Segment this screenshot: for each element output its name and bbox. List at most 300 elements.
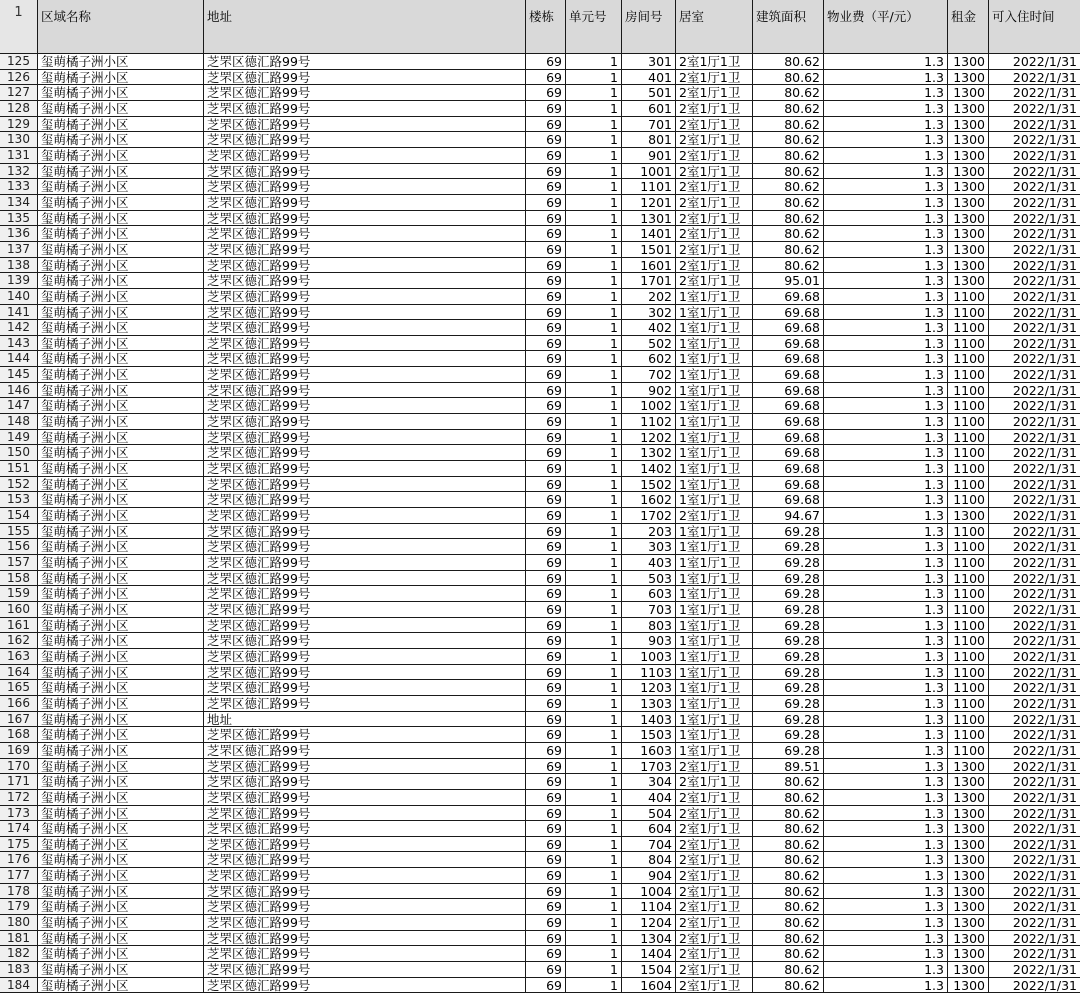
unit-cell[interactable]: 1: [566, 398, 622, 414]
rent-cell[interactable]: 1100: [948, 586, 989, 602]
room-cell[interactable]: 1104: [622, 899, 676, 915]
floor-area-cell[interactable]: 80.62: [753, 790, 824, 806]
rent-cell[interactable]: 1300: [948, 821, 989, 837]
layout-cell[interactable]: 1室1厅1卫: [676, 680, 753, 696]
address-cell[interactable]: 芝罘区德汇路99号: [204, 54, 526, 70]
unit-cell[interactable]: 1: [566, 383, 622, 399]
property-fee-cell[interactable]: 1.3: [824, 649, 948, 665]
available-date-cell[interactable]: 2022/1/31: [989, 712, 1080, 728]
area-name-cell[interactable]: 玺萌橘子洲小区: [38, 508, 204, 524]
row-number-cell[interactable]: 174: [0, 821, 38, 837]
building-cell[interactable]: 69: [526, 946, 566, 962]
row-number-cell[interactable]: 184: [0, 978, 38, 994]
building-cell[interactable]: 69: [526, 289, 566, 305]
building-cell[interactable]: 69: [526, 367, 566, 383]
room-cell[interactable]: 801: [622, 132, 676, 148]
available-date-cell[interactable]: 2022/1/31: [989, 868, 1080, 884]
address-cell[interactable]: 芝罘区德汇路99号: [204, 273, 526, 289]
room-cell[interactable]: 803: [622, 618, 676, 634]
property-fee-cell[interactable]: 1.3: [824, 633, 948, 649]
building-cell[interactable]: 69: [526, 790, 566, 806]
room-cell[interactable]: 1403: [622, 712, 676, 728]
rent-cell[interactable]: 1100: [948, 461, 989, 477]
row-number-cell[interactable]: 159: [0, 586, 38, 602]
unit-cell[interactable]: 1: [566, 320, 622, 336]
property-fee-cell[interactable]: 1.3: [824, 962, 948, 978]
room-cell[interactable]: 1702: [622, 508, 676, 524]
property-fee-cell[interactable]: 1.3: [824, 179, 948, 195]
room-cell[interactable]: 1103: [622, 665, 676, 681]
room-cell[interactable]: 604: [622, 821, 676, 837]
unit-cell[interactable]: 1: [566, 101, 622, 117]
layout-cell[interactable]: 2室1厅1卫: [676, 915, 753, 931]
unit-cell[interactable]: 1: [566, 179, 622, 195]
room-cell[interactable]: 701: [622, 117, 676, 133]
layout-cell[interactable]: 2室1厅1卫: [676, 117, 753, 133]
row-number-cell[interactable]: 151: [0, 461, 38, 477]
address-cell[interactable]: 芝罘区德汇路99号: [204, 445, 526, 461]
room-cell[interactable]: 903: [622, 633, 676, 649]
available-date-cell[interactable]: 2022/1/31: [989, 179, 1080, 195]
floor-area-cell[interactable]: 69.68: [753, 461, 824, 477]
unit-cell[interactable]: 1: [566, 508, 622, 524]
area-name-cell[interactable]: 玺萌橘子洲小区: [38, 461, 204, 477]
available-date-cell[interactable]: 2022/1/31: [989, 54, 1080, 70]
address-cell[interactable]: 芝罘区德汇路99号: [204, 618, 526, 634]
rent-cell[interactable]: 1300: [948, 101, 989, 117]
unit-cell[interactable]: 1: [566, 273, 622, 289]
rent-cell[interactable]: 1300: [948, 258, 989, 274]
address-cell[interactable]: 芝罘区德汇路99号: [204, 790, 526, 806]
building-cell[interactable]: 69: [526, 351, 566, 367]
address-cell[interactable]: 芝罘区德汇路99号: [204, 383, 526, 399]
building-cell[interactable]: 69: [526, 398, 566, 414]
building-cell[interactable]: 69: [526, 195, 566, 211]
layout-cell[interactable]: 1室1厅1卫: [676, 743, 753, 759]
building-cell[interactable]: 69: [526, 524, 566, 540]
available-date-cell[interactable]: 2022/1/31: [989, 305, 1080, 321]
unit-cell[interactable]: 1: [566, 148, 622, 164]
floor-area-cell[interactable]: 69.28: [753, 524, 824, 540]
area-name-cell[interactable]: 玺萌橘子洲小区: [38, 273, 204, 289]
rent-cell[interactable]: 1100: [948, 571, 989, 587]
available-date-cell[interactable]: 2022/1/31: [989, 445, 1080, 461]
row-number-cell[interactable]: 171: [0, 774, 38, 790]
row-number-cell[interactable]: 157: [0, 555, 38, 571]
available-date-cell[interactable]: 2022/1/31: [989, 555, 1080, 571]
address-cell[interactable]: 芝罘区德汇路99号: [204, 727, 526, 743]
layout-cell[interactable]: 1室1厅1卫: [676, 289, 753, 305]
property-fee-cell[interactable]: 1.3: [824, 117, 948, 133]
address-cell[interactable]: 芝罘区德汇路99号: [204, 492, 526, 508]
floor-area-cell[interactable]: 69.28: [753, 649, 824, 665]
unit-cell[interactable]: 1: [566, 978, 622, 994]
rent-cell[interactable]: 1100: [948, 477, 989, 493]
rent-cell[interactable]: 1300: [948, 132, 989, 148]
layout-cell[interactable]: 1室1厅1卫: [676, 571, 753, 587]
room-cell[interactable]: 902: [622, 383, 676, 399]
floor-area-cell[interactable]: 69.68: [753, 445, 824, 461]
row-number-cell[interactable]: 166: [0, 696, 38, 712]
floor-area-cell[interactable]: 69.68: [753, 289, 824, 305]
room-cell[interactable]: 603: [622, 586, 676, 602]
area-name-cell[interactable]: 玺萌橘子洲小区: [38, 665, 204, 681]
rent-cell[interactable]: 1300: [948, 759, 989, 775]
unit-cell[interactable]: 1: [566, 727, 622, 743]
property-fee-cell[interactable]: 1.3: [824, 305, 948, 321]
rent-cell[interactable]: 1300: [948, 774, 989, 790]
address-cell[interactable]: 芝罘区德汇路99号: [204, 101, 526, 117]
floor-area-cell[interactable]: 80.62: [753, 868, 824, 884]
unit-cell[interactable]: 1: [566, 837, 622, 853]
building-cell[interactable]: 69: [526, 445, 566, 461]
layout-cell[interactable]: 1室1厅1卫: [676, 320, 753, 336]
building-cell[interactable]: 69: [526, 868, 566, 884]
available-date-cell[interactable]: 2022/1/31: [989, 915, 1080, 931]
floor-area-cell[interactable]: 69.68: [753, 351, 824, 367]
layout-cell[interactable]: 2室1厅1卫: [676, 148, 753, 164]
row-number-cell[interactable]: 167: [0, 712, 38, 728]
rent-cell[interactable]: 1100: [948, 305, 989, 321]
property-fee-cell[interactable]: 1.3: [824, 868, 948, 884]
unit-cell[interactable]: 1: [566, 790, 622, 806]
property-fee-cell[interactable]: 1.3: [824, 852, 948, 868]
floor-area-cell[interactable]: 80.62: [753, 806, 824, 822]
row-number-cell[interactable]: 125: [0, 54, 38, 70]
building-cell[interactable]: 69: [526, 273, 566, 289]
row-number-cell[interactable]: 178: [0, 884, 38, 900]
area-name-cell[interactable]: 玺萌橘子洲小区: [38, 195, 204, 211]
rent-cell[interactable]: 1300: [948, 179, 989, 195]
area-name-cell[interactable]: 玺萌橘子洲小区: [38, 884, 204, 900]
property-fee-cell[interactable]: 1.3: [824, 680, 948, 696]
rent-cell[interactable]: 1100: [948, 539, 989, 555]
available-date-cell[interactable]: 2022/1/31: [989, 289, 1080, 305]
row-number-cell[interactable]: 147: [0, 398, 38, 414]
area-name-cell[interactable]: 玺萌橘子洲小区: [38, 946, 204, 962]
floor-area-cell[interactable]: 80.62: [753, 258, 824, 274]
property-fee-cell[interactable]: 1.3: [824, 931, 948, 947]
address-cell[interactable]: 芝罘区德汇路99号: [204, 759, 526, 775]
area-name-cell[interactable]: 玺萌橘子洲小区: [38, 477, 204, 493]
row-number-cell[interactable]: 161: [0, 618, 38, 634]
unit-cell[interactable]: 1: [566, 821, 622, 837]
unit-cell[interactable]: 1: [566, 665, 622, 681]
building-cell[interactable]: 69: [526, 211, 566, 227]
floor-area-cell[interactable]: 69.68: [753, 305, 824, 321]
room-cell[interactable]: 401: [622, 70, 676, 86]
building-cell[interactable]: 69: [526, 85, 566, 101]
rent-cell[interactable]: 1300: [948, 54, 989, 70]
row-number-cell[interactable]: 155: [0, 524, 38, 540]
unit-cell[interactable]: 1: [566, 132, 622, 148]
area-name-cell[interactable]: 玺萌橘子洲小区: [38, 962, 204, 978]
property-fee-cell[interactable]: 1.3: [824, 665, 948, 681]
unit-cell[interactable]: 1: [566, 759, 622, 775]
layout-cell[interactable]: 2室1厅1卫: [676, 837, 753, 853]
layout-cell[interactable]: 1室1厅1卫: [676, 712, 753, 728]
floor-area-cell[interactable]: 80.62: [753, 226, 824, 242]
area-name-cell[interactable]: 玺萌橘子洲小区: [38, 148, 204, 164]
address-cell[interactable]: 芝罘区德汇路99号: [204, 132, 526, 148]
layout-cell[interactable]: 1室1厅1卫: [676, 602, 753, 618]
layout-cell[interactable]: 1室1厅1卫: [676, 477, 753, 493]
building-cell[interactable]: 69: [526, 821, 566, 837]
property-fee-cell[interactable]: 1.3: [824, 774, 948, 790]
layout-cell[interactable]: 1室1厅1卫: [676, 539, 753, 555]
rent-cell[interactable]: 1100: [948, 633, 989, 649]
available-date-cell[interactable]: 2022/1/31: [989, 649, 1080, 665]
address-cell[interactable]: 芝罘区德汇路99号: [204, 398, 526, 414]
property-fee-cell[interactable]: 1.3: [824, 461, 948, 477]
property-fee-cell[interactable]: 1.3: [824, 915, 948, 931]
address-cell[interactable]: 芝罘区德汇路99号: [204, 774, 526, 790]
property-fee-cell[interactable]: 1.3: [824, 618, 948, 634]
unit-cell[interactable]: 1: [566, 211, 622, 227]
address-cell[interactable]: 芝罘区德汇路99号: [204, 430, 526, 446]
layout-cell[interactable]: 1室1厅1卫: [676, 383, 753, 399]
room-cell[interactable]: 304: [622, 774, 676, 790]
room-cell[interactable]: 901: [622, 148, 676, 164]
room-cell[interactable]: 1301: [622, 211, 676, 227]
address-cell[interactable]: 芝罘区德汇路99号: [204, 571, 526, 587]
area-name-cell[interactable]: 玺萌橘子洲小区: [38, 258, 204, 274]
rent-cell[interactable]: 1100: [948, 367, 989, 383]
row-number-cell[interactable]: 131: [0, 148, 38, 164]
unit-cell[interactable]: 1: [566, 915, 622, 931]
address-cell[interactable]: 芝罘区德汇路99号: [204, 884, 526, 900]
row-number-cell[interactable]: 165: [0, 680, 38, 696]
unit-cell[interactable]: 1: [566, 445, 622, 461]
rent-cell[interactable]: 1300: [948, 790, 989, 806]
building-cell[interactable]: 69: [526, 164, 566, 180]
room-cell[interactable]: 503: [622, 571, 676, 587]
unit-cell[interactable]: 1: [566, 743, 622, 759]
floor-area-cell[interactable]: 80.62: [753, 179, 824, 195]
floor-area-cell[interactable]: 69.68: [753, 398, 824, 414]
available-date-cell[interactable]: 2022/1/31: [989, 665, 1080, 681]
property-fee-cell[interactable]: 1.3: [824, 759, 948, 775]
property-fee-cell[interactable]: 1.3: [824, 101, 948, 117]
address-cell[interactable]: 芝罘区德汇路99号: [204, 164, 526, 180]
property-fee-cell[interactable]: 1.3: [824, 211, 948, 227]
rent-cell[interactable]: 1300: [948, 806, 989, 822]
property-fee-cell[interactable]: 1.3: [824, 195, 948, 211]
rent-cell[interactable]: 1100: [948, 336, 989, 352]
unit-cell[interactable]: 1: [566, 414, 622, 430]
layout-cell[interactable]: 2室1厅1卫: [676, 273, 753, 289]
property-fee-cell[interactable]: 1.3: [824, 289, 948, 305]
room-cell[interactable]: 1502: [622, 477, 676, 493]
address-cell[interactable]: 芝罘区德汇路99号: [204, 226, 526, 242]
available-date-cell[interactable]: 2022/1/31: [989, 367, 1080, 383]
property-fee-cell[interactable]: 1.3: [824, 351, 948, 367]
area-name-cell[interactable]: 玺萌橘子洲小区: [38, 899, 204, 915]
available-date-cell[interactable]: 2022/1/31: [989, 117, 1080, 133]
unit-cell[interactable]: 1: [566, 852, 622, 868]
available-date-cell[interactable]: 2022/1/31: [989, 164, 1080, 180]
rent-cell[interactable]: 1100: [948, 743, 989, 759]
layout-cell[interactable]: 1室1厅1卫: [676, 445, 753, 461]
room-cell[interactable]: 203: [622, 524, 676, 540]
column-header-floor-area[interactable]: 建筑面积: [753, 0, 824, 54]
floor-area-cell[interactable]: 94.67: [753, 508, 824, 524]
available-date-cell[interactable]: 2022/1/31: [989, 383, 1080, 399]
unit-cell[interactable]: 1: [566, 555, 622, 571]
area-name-cell[interactable]: 玺萌橘子洲小区: [38, 367, 204, 383]
layout-cell[interactable]: 2室1厅1卫: [676, 899, 753, 915]
room-cell[interactable]: 1001: [622, 164, 676, 180]
address-cell[interactable]: 芝罘区德汇路99号: [204, 242, 526, 258]
column-header-rent[interactable]: 租金: [948, 0, 989, 54]
rent-cell[interactable]: 1100: [948, 712, 989, 728]
area-name-cell[interactable]: 玺萌橘子洲小区: [38, 633, 204, 649]
building-cell[interactable]: 69: [526, 931, 566, 947]
address-cell[interactable]: 芝罘区德汇路99号: [204, 586, 526, 602]
available-date-cell[interactable]: 2022/1/31: [989, 226, 1080, 242]
address-cell[interactable]: 芝罘区德汇路99号: [204, 148, 526, 164]
area-name-cell[interactable]: 玺萌橘子洲小区: [38, 727, 204, 743]
room-cell[interactable]: 504: [622, 806, 676, 822]
floor-area-cell[interactable]: 80.62: [753, 931, 824, 947]
area-name-cell[interactable]: 玺萌橘子洲小区: [38, 602, 204, 618]
rent-cell[interactable]: 1100: [948, 696, 989, 712]
row-number-cell[interactable]: 180: [0, 915, 38, 931]
row-number-cell[interactable]: 135: [0, 211, 38, 227]
building-cell[interactable]: 69: [526, 258, 566, 274]
unit-cell[interactable]: 1: [566, 571, 622, 587]
rent-cell[interactable]: 1100: [948, 430, 989, 446]
layout-cell[interactable]: 1室1厅1卫: [676, 492, 753, 508]
floor-area-cell[interactable]: 69.28: [753, 602, 824, 618]
building-cell[interactable]: 69: [526, 806, 566, 822]
available-date-cell[interactable]: 2022/1/31: [989, 696, 1080, 712]
rent-cell[interactable]: 1300: [948, 164, 989, 180]
property-fee-cell[interactable]: 1.3: [824, 743, 948, 759]
unit-cell[interactable]: 1: [566, 618, 622, 634]
address-cell[interactable]: 芝罘区德汇路99号: [204, 837, 526, 853]
area-name-cell[interactable]: 玺萌橘子洲小区: [38, 336, 204, 352]
floor-area-cell[interactable]: 95.01: [753, 273, 824, 289]
building-cell[interactable]: 69: [526, 336, 566, 352]
building-cell[interactable]: 69: [526, 884, 566, 900]
address-cell[interactable]: 芝罘区德汇路99号: [204, 946, 526, 962]
area-name-cell[interactable]: 玺萌橘子洲小区: [38, 289, 204, 305]
unit-cell[interactable]: 1: [566, 492, 622, 508]
layout-cell[interactable]: 1室1厅1卫: [676, 649, 753, 665]
floor-area-cell[interactable]: 80.62: [753, 117, 824, 133]
unit-cell[interactable]: 1: [566, 430, 622, 446]
address-cell[interactable]: 芝罘区德汇路99号: [204, 806, 526, 822]
available-date-cell[interactable]: 2022/1/31: [989, 837, 1080, 853]
room-cell[interactable]: 202: [622, 289, 676, 305]
floor-area-cell[interactable]: 80.62: [753, 195, 824, 211]
unit-cell[interactable]: 1: [566, 884, 622, 900]
available-date-cell[interactable]: 2022/1/31: [989, 70, 1080, 86]
layout-cell[interactable]: 2室1厅1卫: [676, 962, 753, 978]
address-cell[interactable]: 芝罘区德汇路99号: [204, 461, 526, 477]
property-fee-cell[interactable]: 1.3: [824, 320, 948, 336]
unit-cell[interactable]: 1: [566, 477, 622, 493]
address-cell[interactable]: 芝罘区德汇路99号: [204, 915, 526, 931]
rent-cell[interactable]: 1100: [948, 289, 989, 305]
area-name-cell[interactable]: 玺萌橘子洲小区: [38, 555, 204, 571]
room-cell[interactable]: 1501: [622, 242, 676, 258]
property-fee-cell[interactable]: 1.3: [824, 712, 948, 728]
floor-area-cell[interactable]: 80.62: [753, 899, 824, 915]
unit-cell[interactable]: 1: [566, 195, 622, 211]
room-cell[interactable]: 1304: [622, 931, 676, 947]
unit-cell[interactable]: 1: [566, 946, 622, 962]
floor-area-cell[interactable]: 80.62: [753, 85, 824, 101]
area-name-cell[interactable]: 玺萌橘子洲小区: [38, 978, 204, 994]
column-header-address[interactable]: 地址: [204, 0, 526, 54]
address-cell[interactable]: 芝罘区德汇路99号: [204, 821, 526, 837]
layout-cell[interactable]: 1室1厅1卫: [676, 586, 753, 602]
layout-cell[interactable]: 2室1厅1卫: [676, 226, 753, 242]
unit-cell[interactable]: 1: [566, 586, 622, 602]
area-name-cell[interactable]: 玺萌橘子洲小区: [38, 790, 204, 806]
area-name-cell[interactable]: 玺萌橘子洲小区: [38, 85, 204, 101]
available-date-cell[interactable]: 2022/1/31: [989, 727, 1080, 743]
row-number-cell[interactable]: 176: [0, 852, 38, 868]
rent-cell[interactable]: 1300: [948, 195, 989, 211]
room-cell[interactable]: 1004: [622, 884, 676, 900]
room-cell[interactable]: 403: [622, 555, 676, 571]
row-number-cell[interactable]: 128: [0, 101, 38, 117]
rent-cell[interactable]: 1300: [948, 962, 989, 978]
address-cell[interactable]: 芝罘区德汇路99号: [204, 555, 526, 571]
available-date-cell[interactable]: 2022/1/31: [989, 351, 1080, 367]
area-name-cell[interactable]: 玺萌橘子洲小区: [38, 852, 204, 868]
room-cell[interactable]: 501: [622, 85, 676, 101]
layout-cell[interactable]: 1室1厅1卫: [676, 555, 753, 571]
rent-cell[interactable]: 1100: [948, 383, 989, 399]
unit-cell[interactable]: 1: [566, 868, 622, 884]
address-cell[interactable]: 芝罘区德汇路99号: [204, 680, 526, 696]
rent-cell[interactable]: 1300: [948, 837, 989, 853]
property-fee-cell[interactable]: 1.3: [824, 696, 948, 712]
row-number-cell[interactable]: 136: [0, 226, 38, 242]
rent-cell[interactable]: 1100: [948, 351, 989, 367]
available-date-cell[interactable]: 2022/1/31: [989, 430, 1080, 446]
layout-cell[interactable]: 2室1厅1卫: [676, 164, 753, 180]
address-cell[interactable]: 芝罘区德汇路99号: [204, 85, 526, 101]
layout-cell[interactable]: 2室1厅1卫: [676, 132, 753, 148]
room-cell[interactable]: 703: [622, 602, 676, 618]
row-number-cell[interactable]: 163: [0, 649, 38, 665]
property-fee-cell[interactable]: 1.3: [824, 884, 948, 900]
room-cell[interactable]: 1604: [622, 978, 676, 994]
property-fee-cell[interactable]: 1.3: [824, 586, 948, 602]
rent-cell[interactable]: 1100: [948, 618, 989, 634]
building-cell[interactable]: 69: [526, 70, 566, 86]
rent-cell[interactable]: 1100: [948, 320, 989, 336]
property-fee-cell[interactable]: 1.3: [824, 148, 948, 164]
layout-cell[interactable]: 1室1厅1卫: [676, 351, 753, 367]
row-number-cell[interactable]: 144: [0, 351, 38, 367]
area-name-cell[interactable]: 玺萌橘子洲小区: [38, 430, 204, 446]
rent-cell[interactable]: 1100: [948, 492, 989, 508]
available-date-cell[interactable]: 2022/1/31: [989, 414, 1080, 430]
column-header-room[interactable]: 房间号: [622, 0, 676, 54]
rent-cell[interactable]: 1300: [948, 852, 989, 868]
property-fee-cell[interactable]: 1.3: [824, 790, 948, 806]
building-cell[interactable]: 69: [526, 633, 566, 649]
address-cell[interactable]: 芝罘区德汇路99号: [204, 195, 526, 211]
address-cell[interactable]: 芝罘区德汇路99号: [204, 508, 526, 524]
building-cell[interactable]: 69: [526, 586, 566, 602]
